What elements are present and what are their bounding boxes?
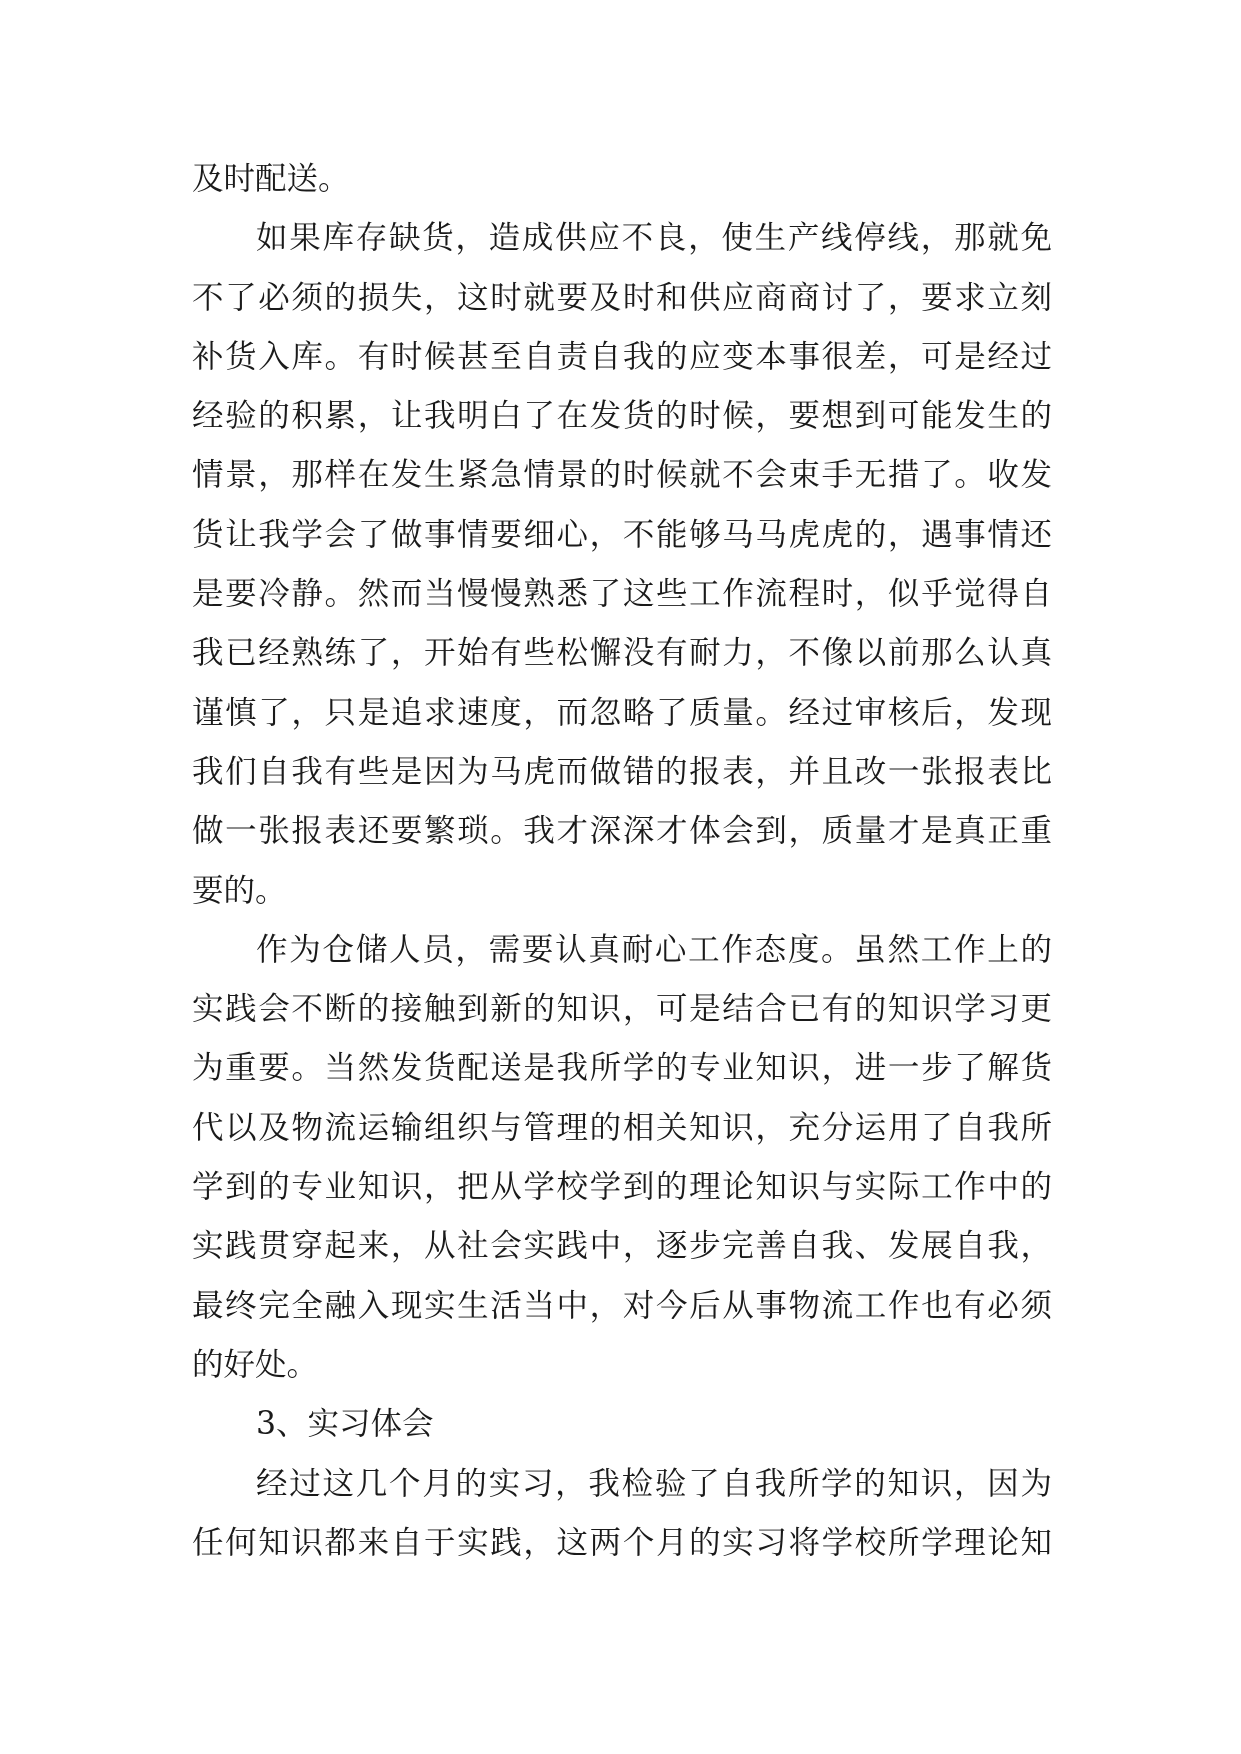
text-line: 学到的专业知识，把从学校学到的理论知识与实际工作中的: [192, 1169, 1052, 1206]
document-body: [192, 150, 1052, 1573]
text-line: 代以及物流运输组织与管理的相关知识，充分运用了自我所: [192, 1109, 1052, 1146]
text-line: 任何知识都来自于实践，这两个月的实习将学校所学理论知: [192, 1524, 1052, 1561]
text-line: 我们自我有些是因为马虎而做错的报表，并且改一张报表比: [192, 753, 1052, 790]
text-line: 最终完全融入现实生活当中，对今后从事物流工作也有必须: [192, 1287, 1052, 1324]
text-line: 我已经熟练了，开始有些松懈没有耐力，不像以前那么认真: [192, 635, 1052, 672]
text-line: 补货入库。有时候甚至自责自我的应变本事很差，可是经过: [192, 338, 1052, 375]
text-line: 货让我学会了做事情要细心，不能够马马虎虎的，遇事情还: [192, 516, 1052, 553]
section-heading: 3、实习体会: [256, 1406, 434, 1443]
text-line: 为重要。当然发货配送是我所学的专业知识，进一步了解货: [192, 1050, 1052, 1087]
text-line: 谨慎了，只是追求速度，而忽略了质量。经过审核后，发现: [192, 694, 1052, 731]
text-line: 是要冷静。然而当慢慢熟悉了这些工作流程时，似乎觉得自: [192, 576, 1052, 613]
text-line: 做一张报表还要繁琐。我才深深才体会到，质量才是真正重: [192, 813, 1052, 850]
paragraph-first-line: 经过这几个月的实习，我检验了自我所学的知识，因为: [256, 1465, 1052, 1502]
text-line: 不了必须的损失，这时就要及时和供应商商讨了，要求立刻: [192, 279, 1052, 316]
text-line: 及时配送。: [192, 161, 350, 197]
paragraph-first-line: 如果库存缺货，造成供应不良，使生产线停线，那就免: [256, 220, 1052, 257]
text-line: 实践会不断的接触到新的知识，可是结合已有的知识学习更: [192, 991, 1052, 1028]
paragraph-first-line: 作为仓储人员，需要认真耐心工作态度。虽然工作上的: [256, 931, 1052, 968]
text-line: 经验的积累，让我明白了在发货的时候，要想到可能发生的: [192, 398, 1052, 435]
text-line: 的好处。: [192, 1346, 319, 1383]
text-line: 要的。: [192, 872, 287, 909]
text-line: 实践贯穿起来，从社会实践中，逐步完善自我、发展自我，: [192, 1228, 1052, 1265]
text-line: 情景，那样在发生紧急情景的时候就不会束手无措了。收发: [192, 457, 1052, 494]
